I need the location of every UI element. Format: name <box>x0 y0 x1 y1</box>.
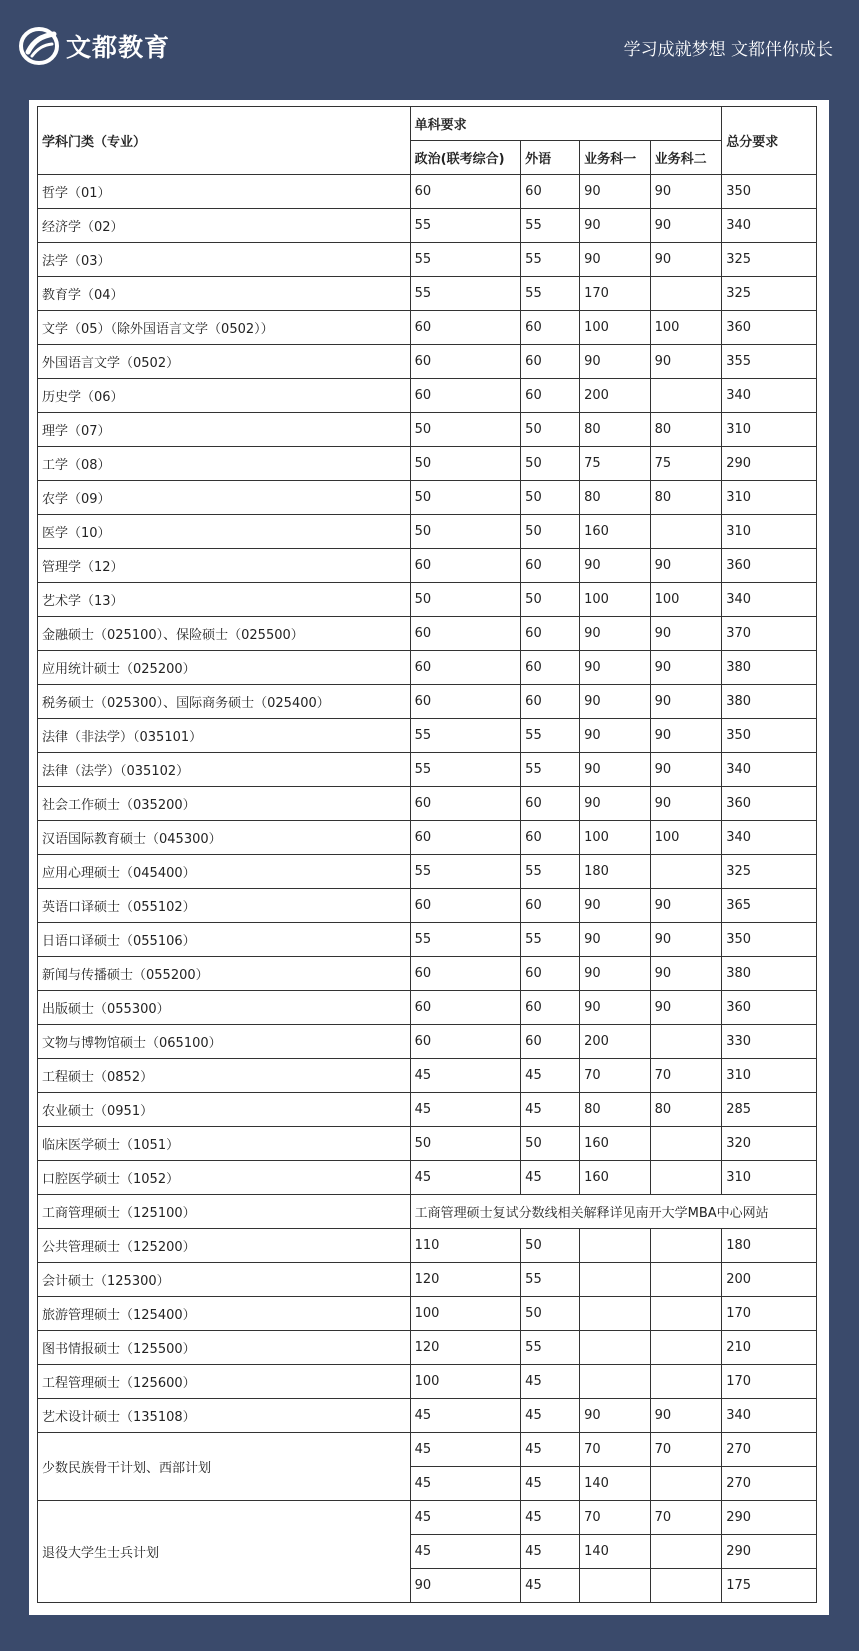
cell-foreign-language: 55 <box>521 277 580 311</box>
cell-politics: 60 <box>410 549 521 583</box>
cell-politics: 120 <box>410 1331 521 1365</box>
cell-category: 应用心理硕士（045400） <box>38 855 411 889</box>
cell-category: 工商管理硕士（125100） <box>38 1195 411 1229</box>
table-row <box>38 1229 817 1263</box>
cell-total: 310 <box>722 413 817 447</box>
cell-total: 365 <box>722 889 817 923</box>
cell-category: 社会工作硕士（035200） <box>38 787 411 821</box>
cell-total: 380 <box>722 651 817 685</box>
cell-politics: 45 <box>410 1161 521 1195</box>
cell-subject-one: 100 <box>580 311 651 345</box>
cell-politics: 50 <box>410 481 521 515</box>
header-politics: 政治(联考综合) <box>410 141 521 175</box>
cell-politics: 60 <box>410 991 521 1025</box>
cell-subject-one: 160 <box>580 1127 651 1161</box>
cell-foreign-language: 60 <box>521 549 580 583</box>
cell-politics: 60 <box>410 821 521 855</box>
cell-total: 320 <box>722 1127 817 1161</box>
cell-subject-one: 90 <box>580 753 651 787</box>
cell-category: 管理学（12） <box>38 549 411 583</box>
cell-subject-one: 90 <box>580 175 651 209</box>
cell-subject-one: 70 <box>580 1433 651 1467</box>
table-row <box>38 175 817 209</box>
cell-subject-one: 90 <box>580 345 651 379</box>
cell-total: 370 <box>722 617 817 651</box>
cell-total: 310 <box>722 515 817 549</box>
cell-subject-two: 100 <box>650 311 722 345</box>
cell-subject-two: 90 <box>650 617 722 651</box>
cell-total: 180 <box>722 1229 817 1263</box>
header-subject-one: 业务科一 <box>580 141 651 175</box>
cell-subject-one: 90 <box>580 719 651 753</box>
header-total: 总分要求 <box>722 107 817 175</box>
cell-foreign-language: 45 <box>521 1365 580 1399</box>
cell-subject-two: 90 <box>650 685 722 719</box>
cell-category: 法学（03） <box>38 243 411 277</box>
cell-subject-one: 90 <box>580 617 651 651</box>
cell-subject-two: 90 <box>650 651 722 685</box>
cell-foreign-language: 55 <box>521 855 580 889</box>
cell-subject-two: 90 <box>650 923 722 957</box>
cell-total: 340 <box>722 1399 817 1433</box>
cell-total: 360 <box>722 549 817 583</box>
cell-foreign-language: 50 <box>521 413 580 447</box>
header-slogan: 学习成就梦想 文都伴你成长 <box>623 40 833 60</box>
cell-subject-two <box>650 1263 722 1297</box>
cell-foreign-language: 45 <box>521 1433 580 1467</box>
cell-total: 290 <box>722 1501 817 1535</box>
table-row <box>38 447 817 481</box>
cell-total: 325 <box>722 243 817 277</box>
cell-total: 310 <box>722 481 817 515</box>
table-row <box>38 413 817 447</box>
cell-total: 340 <box>722 821 817 855</box>
cell-category: 医学（10） <box>38 515 411 549</box>
cell-foreign-language: 55 <box>521 243 580 277</box>
cell-foreign-language: 45 <box>521 1501 580 1535</box>
table-row <box>38 1501 817 1535</box>
cell-foreign-language: 50 <box>521 583 580 617</box>
cell-total: 310 <box>722 1161 817 1195</box>
table-row <box>38 991 817 1025</box>
cell-total: 290 <box>722 447 817 481</box>
table-row <box>38 1161 817 1195</box>
header-category: 学科门类（专业） <box>38 107 411 175</box>
cell-subject-one: 80 <box>580 413 651 447</box>
cell-total: 175 <box>722 1569 817 1603</box>
cell-subject-two: 90 <box>650 175 722 209</box>
cell-foreign-language: 60 <box>521 889 580 923</box>
cell-foreign-language: 60 <box>521 175 580 209</box>
cell-subject-one: 90 <box>580 209 651 243</box>
cell-category: 文物与博物馆硕士（065100） <box>38 1025 411 1059</box>
cell-category: 少数民族骨干计划、西部计划 <box>38 1433 411 1501</box>
cell-category: 哲学（01） <box>38 175 411 209</box>
cell-subject-two: 90 <box>650 753 722 787</box>
cell-subject-one: 70 <box>580 1501 651 1535</box>
table-row <box>38 1365 817 1399</box>
cell-subject-two: 100 <box>650 583 722 617</box>
cell-politics: 50 <box>410 413 521 447</box>
table-header-row <box>38 107 817 141</box>
cell-total: 355 <box>722 345 817 379</box>
cell-subject-two: 90 <box>650 889 722 923</box>
cell-category: 退役大学生士兵计划 <box>38 1501 411 1603</box>
cell-subject-two: 80 <box>650 413 722 447</box>
cell-politics: 45 <box>410 1093 521 1127</box>
cell-politics: 55 <box>410 923 521 957</box>
cell-subject-two <box>650 1229 722 1263</box>
cell-foreign-language: 60 <box>521 991 580 1025</box>
brand-logo[interactable] <box>18 26 170 66</box>
cell-category: 出版硕士（055300） <box>38 991 411 1025</box>
cell-subject-two: 70 <box>650 1059 722 1093</box>
cell-foreign-language: 45 <box>521 1535 580 1569</box>
cell-subject-two <box>650 1569 722 1603</box>
cell-category: 法律（法学）（035102） <box>38 753 411 787</box>
cell-subject-two: 90 <box>650 243 722 277</box>
cell-politics: 55 <box>410 209 521 243</box>
cell-subject-two <box>650 1161 722 1195</box>
cell-subject-two <box>650 1365 722 1399</box>
cell-subject-two <box>650 1467 722 1501</box>
cell-category: 新闻与传播硕士（055200） <box>38 957 411 991</box>
cell-category: 农业硕士（0951） <box>38 1093 411 1127</box>
cell-subject-two: 90 <box>650 209 722 243</box>
score-requirements-table <box>37 106 817 1603</box>
cell-subject-one: 90 <box>580 685 651 719</box>
cell-foreign-language: 50 <box>521 481 580 515</box>
cell-foreign-language: 60 <box>521 685 580 719</box>
cell-subject-one <box>580 1365 651 1399</box>
table-row <box>38 1399 817 1433</box>
cell-politics: 60 <box>410 889 521 923</box>
cell-politics: 45 <box>410 1467 521 1501</box>
cell-foreign-language: 45 <box>521 1059 580 1093</box>
cell-subject-one: 100 <box>580 821 651 855</box>
cell-politics: 60 <box>410 311 521 345</box>
cell-subject-two <box>650 1127 722 1161</box>
cell-subject-one: 90 <box>580 991 651 1025</box>
table-row <box>38 209 817 243</box>
cell-category: 经济学（02） <box>38 209 411 243</box>
cell-category: 农学（09） <box>38 481 411 515</box>
cell-total: 200 <box>722 1263 817 1297</box>
cell-total: 350 <box>722 923 817 957</box>
cell-politics: 100 <box>410 1365 521 1399</box>
cell-total: 325 <box>722 855 817 889</box>
table-row <box>38 311 817 345</box>
table-row <box>38 243 817 277</box>
cell-total: 270 <box>722 1467 817 1501</box>
cell-foreign-language: 50 <box>521 447 580 481</box>
cell-total: 340 <box>722 379 817 413</box>
cell-politics: 60 <box>410 345 521 379</box>
cell-politics: 50 <box>410 583 521 617</box>
cell-subject-one: 140 <box>580 1535 651 1569</box>
cell-foreign-language: 55 <box>521 1263 580 1297</box>
cell-category: 艺术设计硕士（135108） <box>38 1399 411 1433</box>
cell-category: 日语口译硕士（055106） <box>38 923 411 957</box>
cell-politics: 45 <box>410 1535 521 1569</box>
table-row <box>38 1263 817 1297</box>
table-row <box>38 1331 817 1365</box>
cell-foreign-language: 50 <box>521 515 580 549</box>
table-row <box>38 1297 817 1331</box>
cell-total: 330 <box>722 1025 817 1059</box>
cell-total: 360 <box>722 991 817 1025</box>
brand-name: 文都教育 <box>66 33 171 62</box>
cell-politics: 60 <box>410 379 521 413</box>
cell-foreign-language: 45 <box>521 1467 580 1501</box>
cell-subject-one: 90 <box>580 651 651 685</box>
cell-subject-one: 180 <box>580 855 651 889</box>
cell-subject-two: 100 <box>650 821 722 855</box>
cell-foreign-language: 55 <box>521 719 580 753</box>
cell-category: 税务硕士（025300）、国际商务硕士（025400） <box>38 685 411 719</box>
table-row <box>38 583 817 617</box>
cell-category: 法律（非法学）（035101） <box>38 719 411 753</box>
cell-subject-one: 100 <box>580 583 651 617</box>
cell-politics: 45 <box>410 1501 521 1535</box>
table-row <box>38 855 817 889</box>
cell-politics: 45 <box>410 1399 521 1433</box>
cell-politics: 55 <box>410 855 521 889</box>
cell-subject-one: 200 <box>580 1025 651 1059</box>
cell-subject-two: 70 <box>650 1433 722 1467</box>
cell-subject-one <box>580 1297 651 1331</box>
cell-total: 310 <box>722 1059 817 1093</box>
cell-subject-two: 90 <box>650 787 722 821</box>
table-row <box>38 1025 817 1059</box>
cell-total: 340 <box>722 209 817 243</box>
cell-politics: 90 <box>410 1569 521 1603</box>
header-subject-two: 业务科二 <box>650 141 722 175</box>
cell-politics: 60 <box>410 617 521 651</box>
table-row <box>38 1059 817 1093</box>
cell-politics: 55 <box>410 243 521 277</box>
table-row <box>38 515 817 549</box>
cell-total: 380 <box>722 957 817 991</box>
cell-foreign-language: 45 <box>521 1569 580 1603</box>
table-row <box>38 277 817 311</box>
table-row <box>38 787 817 821</box>
cell-category: 外国语言文学（0502） <box>38 345 411 379</box>
header-single-subject-group: 单科要求 <box>410 107 722 141</box>
table-row <box>38 889 817 923</box>
cell-subject-one <box>580 1331 651 1365</box>
cell-subject-one: 90 <box>580 787 651 821</box>
cell-category: 艺术学（13） <box>38 583 411 617</box>
cell-subject-two: 80 <box>650 481 722 515</box>
cell-category: 临床医学硕士（1051） <box>38 1127 411 1161</box>
cell-category: 旅游管理硕士（125400） <box>38 1297 411 1331</box>
table-row <box>38 957 817 991</box>
table-row <box>38 1433 817 1467</box>
cell-subject-one <box>580 1229 651 1263</box>
cell-foreign-language: 50 <box>521 1229 580 1263</box>
cell-category: 会计硕士（125300） <box>38 1263 411 1297</box>
cell-foreign-language: 60 <box>521 957 580 991</box>
cell-foreign-language: 60 <box>521 821 580 855</box>
cell-politics: 50 <box>410 447 521 481</box>
cell-politics: 50 <box>410 515 521 549</box>
cell-category: 公共管理硕士（125200） <box>38 1229 411 1263</box>
cell-total: 340 <box>722 753 817 787</box>
cell-subject-two: 90 <box>650 1399 722 1433</box>
cell-total: 290 <box>722 1535 817 1569</box>
cell-subject-one: 160 <box>580 515 651 549</box>
cell-total: 325 <box>722 277 817 311</box>
cell-total: 380 <box>722 685 817 719</box>
cell-subject-two: 80 <box>650 1093 722 1127</box>
cell-subject-one: 70 <box>580 1059 651 1093</box>
table-row <box>38 617 817 651</box>
cell-subject-one: 90 <box>580 957 651 991</box>
table-row <box>38 481 817 515</box>
cell-subject-one: 170 <box>580 277 651 311</box>
cell-subject-two <box>650 277 722 311</box>
cell-foreign-language: 60 <box>521 1025 580 1059</box>
cell-politics: 110 <box>410 1229 521 1263</box>
cell-subject-one: 75 <box>580 447 651 481</box>
cell-politics: 100 <box>410 1297 521 1331</box>
cell-subject-one: 90 <box>580 243 651 277</box>
table-row <box>38 549 817 583</box>
cell-subject-two <box>650 1535 722 1569</box>
table-row <box>38 923 817 957</box>
cell-foreign-language: 45 <box>521 1399 580 1433</box>
cell-total: 340 <box>722 583 817 617</box>
cell-politics: 50 <box>410 1127 521 1161</box>
cell-foreign-language: 60 <box>521 787 580 821</box>
cell-subject-two: 90 <box>650 991 722 1025</box>
cell-total: 210 <box>722 1331 817 1365</box>
table-row <box>38 821 817 855</box>
cell-subject-one <box>580 1263 651 1297</box>
cell-foreign-language: 55 <box>521 209 580 243</box>
table-row <box>38 651 817 685</box>
brand-mark-icon <box>18 26 60 66</box>
cell-category: 历史学（06） <box>38 379 411 413</box>
mba-note-cell: 工商管理硕士复试分数线相关解释详见南开大学MBA中心网站 <box>410 1195 816 1229</box>
cell-subject-two: 90 <box>650 719 722 753</box>
cell-category: 教育学（04） <box>38 277 411 311</box>
cell-subject-two <box>650 1297 722 1331</box>
cell-subject-two: 90 <box>650 957 722 991</box>
cell-foreign-language: 60 <box>521 311 580 345</box>
table-row <box>38 719 817 753</box>
cell-subject-one <box>580 1569 651 1603</box>
table-row-mba <box>38 1195 817 1229</box>
cell-subject-two: 90 <box>650 549 722 583</box>
cell-total: 270 <box>722 1433 817 1467</box>
table-row <box>38 685 817 719</box>
cell-subject-two <box>650 855 722 889</box>
cell-politics: 45 <box>410 1059 521 1093</box>
cell-category: 工程硕士（0852） <box>38 1059 411 1093</box>
cell-politics: 55 <box>410 753 521 787</box>
table-row <box>38 1127 817 1161</box>
cell-category: 金融硕士（025100）、保险硕士（025500） <box>38 617 411 651</box>
cell-category: 工学（08） <box>38 447 411 481</box>
cell-politics: 60 <box>410 1025 521 1059</box>
cell-subject-one: 140 <box>580 1467 651 1501</box>
cell-subject-one: 80 <box>580 481 651 515</box>
cell-politics: 55 <box>410 719 521 753</box>
cell-category: 汉语国际教育硕士（045300） <box>38 821 411 855</box>
cell-total: 350 <box>722 175 817 209</box>
cell-category: 文学（05）（除外国语言文学（0502）） <box>38 311 411 345</box>
cell-politics: 60 <box>410 175 521 209</box>
cell-subject-one: 80 <box>580 1093 651 1127</box>
cell-foreign-language: 55 <box>521 923 580 957</box>
cell-category: 英语口译硕士（055102） <box>38 889 411 923</box>
table-row <box>38 379 817 413</box>
cell-politics: 60 <box>410 651 521 685</box>
cell-foreign-language: 60 <box>521 345 580 379</box>
cell-category: 应用统计硕士（025200） <box>38 651 411 685</box>
cell-foreign-language: 50 <box>521 1127 580 1161</box>
cell-politics: 55 <box>410 277 521 311</box>
cell-category: 图书情报硕士（125500） <box>38 1331 411 1365</box>
cell-politics: 60 <box>410 957 521 991</box>
cell-subject-two: 90 <box>650 345 722 379</box>
cell-subject-one: 90 <box>580 923 651 957</box>
cell-subject-two <box>650 1025 722 1059</box>
cell-subject-two <box>650 1331 722 1365</box>
cell-subject-two: 70 <box>650 1501 722 1535</box>
cell-subject-two: 75 <box>650 447 722 481</box>
cell-foreign-language: 50 <box>521 1297 580 1331</box>
table-row <box>38 1093 817 1127</box>
cell-total: 170 <box>722 1297 817 1331</box>
cell-foreign-language: 45 <box>521 1093 580 1127</box>
cell-total: 350 <box>722 719 817 753</box>
cell-total: 285 <box>722 1093 817 1127</box>
cell-foreign-language: 60 <box>521 617 580 651</box>
cell-politics: 60 <box>410 787 521 821</box>
cell-foreign-language: 60 <box>521 379 580 413</box>
cell-subject-one: 90 <box>580 889 651 923</box>
cell-subject-one: 90 <box>580 549 651 583</box>
cell-subject-one: 160 <box>580 1161 651 1195</box>
cell-subject-one: 90 <box>580 1399 651 1433</box>
cell-subject-two <box>650 515 722 549</box>
score-table-card <box>29 100 829 1615</box>
page-header <box>0 0 859 95</box>
table-row <box>38 753 817 787</box>
cell-politics: 120 <box>410 1263 521 1297</box>
cell-category: 工程管理硕士（125600） <box>38 1365 411 1399</box>
cell-subject-one: 200 <box>580 379 651 413</box>
cell-total: 170 <box>722 1365 817 1399</box>
cell-politics: 45 <box>410 1433 521 1467</box>
cell-foreign-language: 45 <box>521 1161 580 1195</box>
cell-total: 360 <box>722 311 817 345</box>
cell-foreign-language: 60 <box>521 651 580 685</box>
table-row <box>38 345 817 379</box>
cell-total: 360 <box>722 787 817 821</box>
cell-politics: 60 <box>410 685 521 719</box>
cell-foreign-language: 55 <box>521 753 580 787</box>
cell-category: 理学（07） <box>38 413 411 447</box>
cell-category: 口腔医学硕士（1052） <box>38 1161 411 1195</box>
header-foreign-language: 外语 <box>521 141 580 175</box>
cell-subject-two <box>650 379 722 413</box>
cell-foreign-language: 55 <box>521 1331 580 1365</box>
